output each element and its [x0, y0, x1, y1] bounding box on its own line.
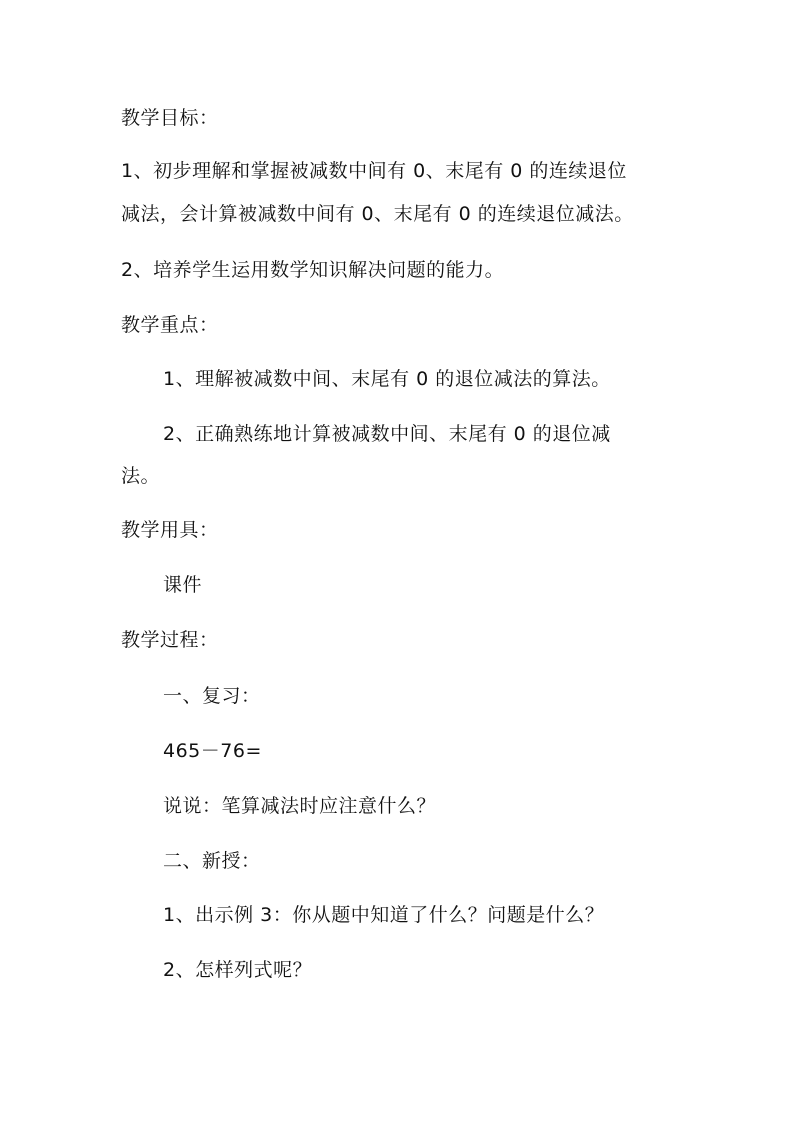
heading-key-points: 教学重点： — [121, 314, 219, 336]
heading-teaching-goals: 教学目标： — [121, 107, 219, 129]
review-question: 说说：笔算减法时应注意什么？ — [163, 795, 437, 817]
section-review: 一、复习： — [163, 685, 261, 707]
goal-2: 2、培养学生运用数学知识解决问题的能力。 — [121, 259, 505, 281]
key-point-1: 1、理解被减数中间、末尾有 0 的退位减法的算法。 — [163, 368, 611, 390]
key-point-2-line-2: 法。 — [121, 465, 161, 487]
goal-1-line-1: 1、初步理解和掌握被减数中间有 0、末尾有 0 的连续退位 — [121, 160, 627, 182]
heading-teaching-process: 教学过程： — [121, 629, 219, 651]
key-point-2-line-1: 2、正确熟练地计算被减数中间、末尾有 0 的退位减 — [163, 423, 611, 445]
teaching-tool-item: 课件 — [163, 574, 203, 596]
new-lesson-step-1: 1、出示例 3：你从题中知道了什么？问题是什么？ — [163, 904, 605, 926]
review-expression: 465－76= — [163, 740, 262, 762]
goal-1-line-2: 减法，会计算被减数中间有 0、末尾有 0 的连续退位减法。 — [121, 203, 634, 225]
heading-teaching-tools: 教学用具： — [121, 519, 219, 541]
section-new-lesson: 二、新授： — [163, 850, 261, 872]
new-lesson-step-2: 2、怎样列式呢？ — [163, 959, 313, 981]
